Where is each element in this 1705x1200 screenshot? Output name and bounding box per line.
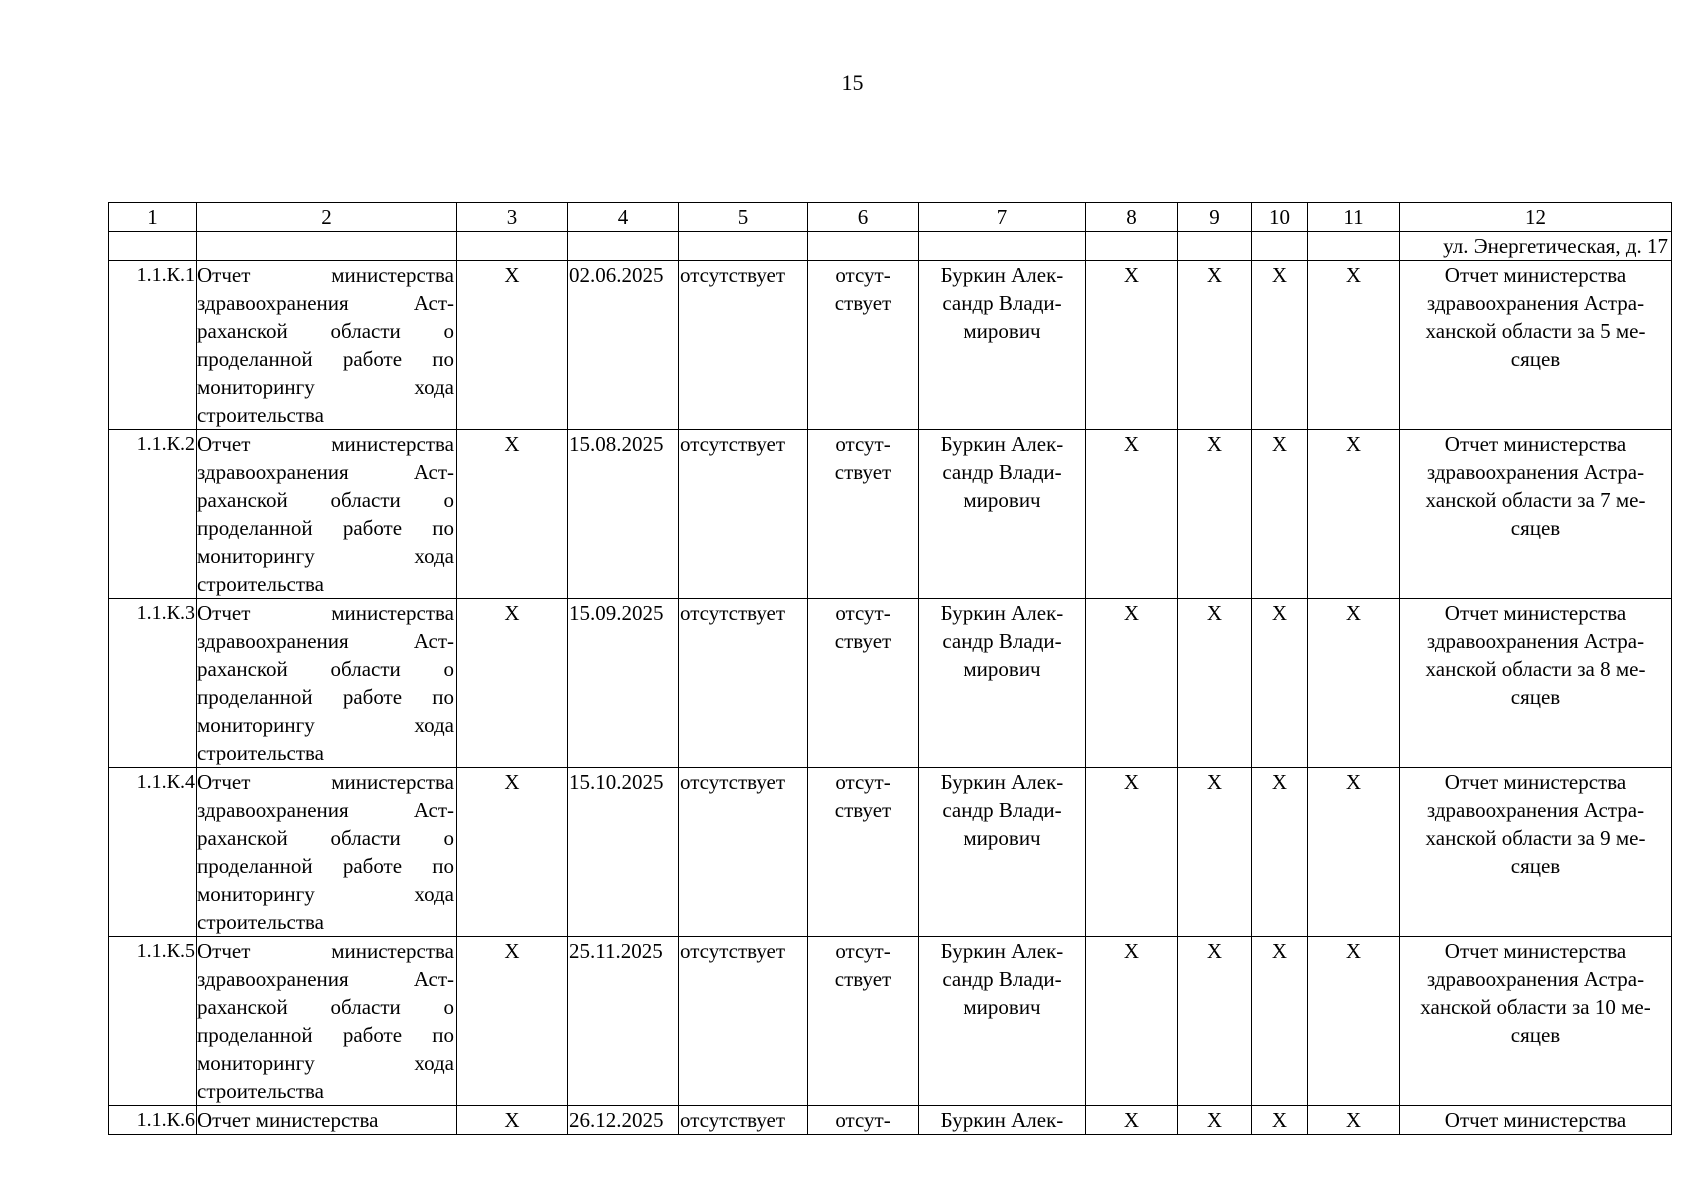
col9-mark	[1178, 599, 1252, 768]
row-name	[197, 261, 457, 430]
col9-mark-text: X	[1206, 601, 1223, 625]
col6-value-line: отсут-	[835, 601, 891, 625]
responsible-person	[919, 937, 1086, 1106]
col11-mark-text: X	[1345, 770, 1362, 794]
col8-mark-text: X	[1123, 432, 1140, 456]
result-description-line: здравоохранения Астра-	[1426, 460, 1645, 484]
responsible-person	[919, 1106, 1086, 1135]
result-description-line: сяцев	[1510, 516, 1561, 540]
row-name-line: мониторингу хода	[197, 713, 454, 737]
row-name-line: раханской области о	[197, 488, 454, 512]
column-header: 8	[1086, 203, 1178, 232]
result-description-line: здравоохранения Астра-	[1426, 629, 1645, 653]
table-row	[109, 768, 1672, 937]
column-header: 6	[808, 203, 919, 232]
responsible-person-line: мирович	[963, 319, 1041, 343]
row-date	[568, 937, 679, 1106]
col3-mark-text: X	[504, 770, 520, 794]
col9-mark-text: X	[1206, 263, 1223, 287]
row-name-line: мониторингу хода	[197, 375, 454, 399]
col10-mark-text: X	[1271, 939, 1288, 963]
responsible-person-line: Буркин Алек-	[940, 263, 1064, 287]
col9-mark-text: X	[1206, 1108, 1223, 1132]
col10-mark	[1252, 768, 1308, 937]
row-date-text: 25.11.2025	[569, 939, 663, 963]
result-description-line: здравоохранения Астра-	[1426, 798, 1645, 822]
col8-mark-text: X	[1123, 263, 1140, 287]
result-description-line: Отчет министерства	[1444, 1108, 1627, 1132]
row-name-line: строительства	[197, 910, 325, 934]
column-header: 11	[1308, 203, 1400, 232]
row-name-line: Отчет министерства	[197, 263, 454, 287]
col9-mark	[1178, 937, 1252, 1106]
col9-mark	[1178, 261, 1252, 430]
col10-mark-text: X	[1271, 601, 1288, 625]
row-date-text: 02.06.2025	[569, 263, 664, 287]
row-name-line: строительства	[197, 1079, 325, 1103]
row-code-text: 1.1.К.1	[136, 264, 195, 286]
col6-value	[808, 937, 919, 1106]
result-description-line: ханской области за 7 ме-	[1425, 488, 1646, 512]
col5-value-text: отсутствует	[680, 1108, 786, 1132]
col11-mark	[1308, 1106, 1400, 1135]
col5-value	[679, 768, 808, 937]
col3-mark	[457, 1106, 568, 1135]
row-name-line: здравоохранения Аст-	[197, 798, 454, 822]
row-name-line: раханской области о	[197, 826, 454, 850]
column-header: 3	[457, 203, 568, 232]
col5-value-text: отсутствует	[680, 432, 786, 456]
col8-mark	[1086, 599, 1178, 768]
column-header: 1	[109, 203, 197, 232]
result-description-line: ханской области за 5 ме-	[1425, 319, 1646, 343]
col5-value-text: отсутствует	[680, 263, 786, 287]
responsible-person	[919, 768, 1086, 937]
col10-mark-text: X	[1271, 432, 1288, 456]
col10-mark-text: X	[1271, 770, 1288, 794]
col3-mark-text: X	[504, 263, 520, 287]
col8-mark	[1086, 430, 1178, 599]
result-description-line: Отчет министерства	[1444, 939, 1627, 963]
responsible-person-line: Буркин Алек-	[940, 432, 1064, 456]
row-code-text: 1.1.К.3	[136, 602, 195, 624]
row-name-line: строительства	[197, 572, 325, 596]
col10-mark	[1252, 430, 1308, 599]
table-row	[109, 261, 1672, 430]
address-row	[109, 232, 1672, 261]
result-description	[1400, 599, 1672, 768]
col5-value	[679, 261, 808, 430]
col6-value-line: ствует	[834, 460, 892, 484]
column-header: 2	[197, 203, 457, 232]
col9-mark-text: X	[1206, 939, 1223, 963]
column-header: 7	[919, 203, 1086, 232]
col10-mark-text: X	[1271, 263, 1288, 287]
row-date-text: 15.08.2025	[569, 432, 664, 456]
col8-mark-text: X	[1123, 770, 1140, 794]
result-description-line: Отчет министерства	[1444, 601, 1627, 625]
result-description-line: сяцев	[1510, 1023, 1561, 1047]
col9-mark	[1178, 430, 1252, 599]
row-name-line: строительства	[197, 403, 325, 427]
responsible-person-line: мирович	[963, 826, 1041, 850]
col3-mark-text: X	[504, 432, 520, 456]
row-date-text: 15.09.2025	[569, 601, 664, 625]
table-row	[109, 430, 1672, 599]
header-row	[109, 203, 1672, 232]
row-name-line: Отчет министерства	[197, 770, 454, 794]
result-description	[1400, 261, 1672, 430]
col9-mark-text: X	[1206, 432, 1223, 456]
col11-mark-text: X	[1345, 263, 1362, 287]
row-name-line: здравоохранения Аст-	[197, 291, 454, 315]
row-name	[197, 430, 457, 599]
column-header: 4	[568, 203, 679, 232]
col5-value	[679, 1106, 808, 1135]
row-code	[109, 1106, 197, 1135]
responsible-person-line: сандр Влади-	[942, 460, 1062, 484]
column-header: 10	[1252, 203, 1308, 232]
row-name-line: проделанной работе по	[197, 347, 454, 371]
responsible-person-line: мирович	[963, 995, 1041, 1019]
row-name	[197, 599, 457, 768]
row-code-text: 1.1.К.5	[136, 940, 195, 962]
row-name-line: строительства	[197, 741, 325, 765]
plan-table	[108, 202, 1672, 1135]
result-description	[1400, 430, 1672, 599]
col5-value	[679, 937, 808, 1106]
col6-value-line: отсут-	[835, 770, 891, 794]
row-name-line: проделанной работе по	[197, 854, 454, 878]
row-name-line: мониторингу хода	[197, 544, 454, 568]
col6-value	[808, 430, 919, 599]
col6-value-line: отсут-	[835, 432, 891, 456]
col5-value	[679, 430, 808, 599]
row-name	[197, 1106, 457, 1135]
row-code	[109, 430, 197, 599]
col6-value-line: ствует	[834, 629, 892, 653]
responsible-person-line: сандр Влади-	[942, 967, 1062, 991]
row-code-text: 1.1.К.4	[136, 771, 195, 793]
col6-value-line: ствует	[834, 798, 892, 822]
col8-mark	[1086, 937, 1178, 1106]
table-row	[109, 937, 1672, 1106]
row-name-line: раханской области о	[197, 319, 454, 343]
col6-value-line: ствует	[834, 967, 892, 991]
result-description-line: Отчет министерства	[1444, 263, 1627, 287]
responsible-person-line: Буркин Алек-	[940, 1108, 1064, 1132]
col6-value	[808, 1106, 919, 1135]
col8-mark	[1086, 1106, 1178, 1135]
row-date	[568, 768, 679, 937]
col3-mark	[457, 430, 568, 599]
row-name-line: здравоохранения Аст-	[197, 460, 454, 484]
column-header: 5	[679, 203, 808, 232]
responsible-person	[919, 430, 1086, 599]
col8-mark	[1086, 768, 1178, 937]
responsible-person-line: сандр Влади-	[942, 798, 1062, 822]
row-date	[568, 599, 679, 768]
row-name-line: мониторингу хода	[197, 1051, 454, 1075]
col11-mark	[1308, 261, 1400, 430]
address-cell: ул. Энергетическая, д. 17	[1400, 232, 1672, 261]
col3-mark	[457, 261, 568, 430]
responsible-person-line: сандр Влади-	[942, 629, 1062, 653]
col10-mark	[1252, 1106, 1308, 1135]
row-name-line: Отчет министерства	[197, 939, 454, 963]
table-row	[109, 599, 1672, 768]
row-name-line: Отчет министерства	[197, 432, 454, 456]
page-number: 15	[841, 70, 864, 95]
table-row	[109, 1106, 1672, 1135]
row-name-line: проделанной работе по	[197, 516, 454, 540]
result-description-line: здравоохранения Астра-	[1426, 967, 1645, 991]
result-description-line: сяцев	[1510, 685, 1561, 709]
col6-value-line: отсут-	[835, 1108, 891, 1132]
col5-value-text: отсутствует	[680, 601, 786, 625]
row-name-line: мониторингу хода	[197, 882, 454, 906]
responsible-person	[919, 261, 1086, 430]
result-description	[1400, 937, 1672, 1106]
responsible-person-line: сандр Влади-	[942, 291, 1062, 315]
row-name-line: Отчет министерства	[197, 1108, 379, 1132]
row-name	[197, 937, 457, 1106]
col5-value-text: отсутствует	[680, 939, 786, 963]
column-header: 9	[1178, 203, 1252, 232]
row-date-text: 15.10.2025	[569, 770, 664, 794]
col11-mark	[1308, 768, 1400, 937]
col11-mark	[1308, 599, 1400, 768]
row-date-text: 26.12.2025	[569, 1108, 664, 1132]
result-description-line: Отчет министерства	[1444, 432, 1627, 456]
col10-mark	[1252, 937, 1308, 1106]
row-code	[109, 768, 197, 937]
col9-mark	[1178, 1106, 1252, 1135]
col11-mark	[1308, 430, 1400, 599]
col8-mark-text: X	[1123, 939, 1140, 963]
row-code-text: 1.1.К.6	[136, 1109, 195, 1131]
col6-value-line: отсут-	[835, 263, 891, 287]
responsible-person	[919, 599, 1086, 768]
col3-mark-text: X	[504, 939, 520, 963]
result-description	[1400, 1106, 1672, 1135]
result-description-line: ханской области за 8 ме-	[1425, 657, 1646, 681]
row-code-text: 1.1.К.2	[136, 433, 195, 455]
responsible-person-line: Буркин Алек-	[940, 601, 1064, 625]
col5-value-text: отсутствует	[680, 770, 786, 794]
col3-mark	[457, 599, 568, 768]
responsible-person-line: мирович	[963, 488, 1041, 512]
result-description-line: сяцев	[1510, 347, 1561, 371]
col11-mark-text: X	[1345, 1108, 1362, 1132]
responsible-person-line: Буркин Алек-	[940, 770, 1064, 794]
col10-mark	[1252, 599, 1308, 768]
result-description-line: Отчет министерства	[1444, 770, 1627, 794]
row-name-line: проделанной работе по	[197, 1023, 454, 1047]
col11-mark-text: X	[1345, 601, 1362, 625]
col6-value	[808, 599, 919, 768]
result-description-line: ханской области за 9 ме-	[1425, 826, 1646, 850]
col8-mark-text: X	[1123, 1108, 1140, 1132]
col10-mark	[1252, 261, 1308, 430]
col3-mark	[457, 768, 568, 937]
result-description	[1400, 768, 1672, 937]
row-name-line: Отчет министерства	[197, 601, 454, 625]
row-name-line: здравоохранения Аст-	[197, 629, 454, 653]
responsible-person-line: мирович	[963, 657, 1041, 681]
col9-mark	[1178, 768, 1252, 937]
row-name-line: здравоохранения Аст-	[197, 967, 454, 991]
col6-value	[808, 768, 919, 937]
col9-mark-text: X	[1206, 770, 1223, 794]
col10-mark-text: X	[1271, 1108, 1288, 1132]
col11-mark-text: X	[1345, 939, 1362, 963]
col8-mark-text: X	[1123, 601, 1140, 625]
row-code	[109, 937, 197, 1106]
row-name-line: раханской области о	[197, 657, 454, 681]
row-date	[568, 1106, 679, 1135]
result-description-line: здравоохранения Астра-	[1426, 291, 1645, 315]
row-code	[109, 599, 197, 768]
column-header: 12	[1400, 203, 1672, 232]
row-name	[197, 768, 457, 937]
row-date	[568, 430, 679, 599]
col3-mark	[457, 937, 568, 1106]
result-description-line: сяцев	[1510, 854, 1561, 878]
row-name-line: проделанной работе по	[197, 685, 454, 709]
col5-value	[679, 599, 808, 768]
responsible-person-line: Буркин Алек-	[940, 939, 1064, 963]
col3-mark-text: X	[504, 1108, 520, 1132]
col11-mark	[1308, 937, 1400, 1106]
col8-mark	[1086, 261, 1178, 430]
col6-value-line: отсут-	[835, 939, 891, 963]
col6-value	[808, 261, 919, 430]
row-code	[109, 261, 197, 430]
col6-value-line: ствует	[834, 291, 892, 315]
col3-mark-text: X	[504, 601, 520, 625]
col11-mark-text: X	[1345, 432, 1362, 456]
result-description-line: ханской области за 10 ме-	[1420, 995, 1651, 1019]
row-date	[568, 261, 679, 430]
row-name-line: раханской области о	[197, 995, 454, 1019]
